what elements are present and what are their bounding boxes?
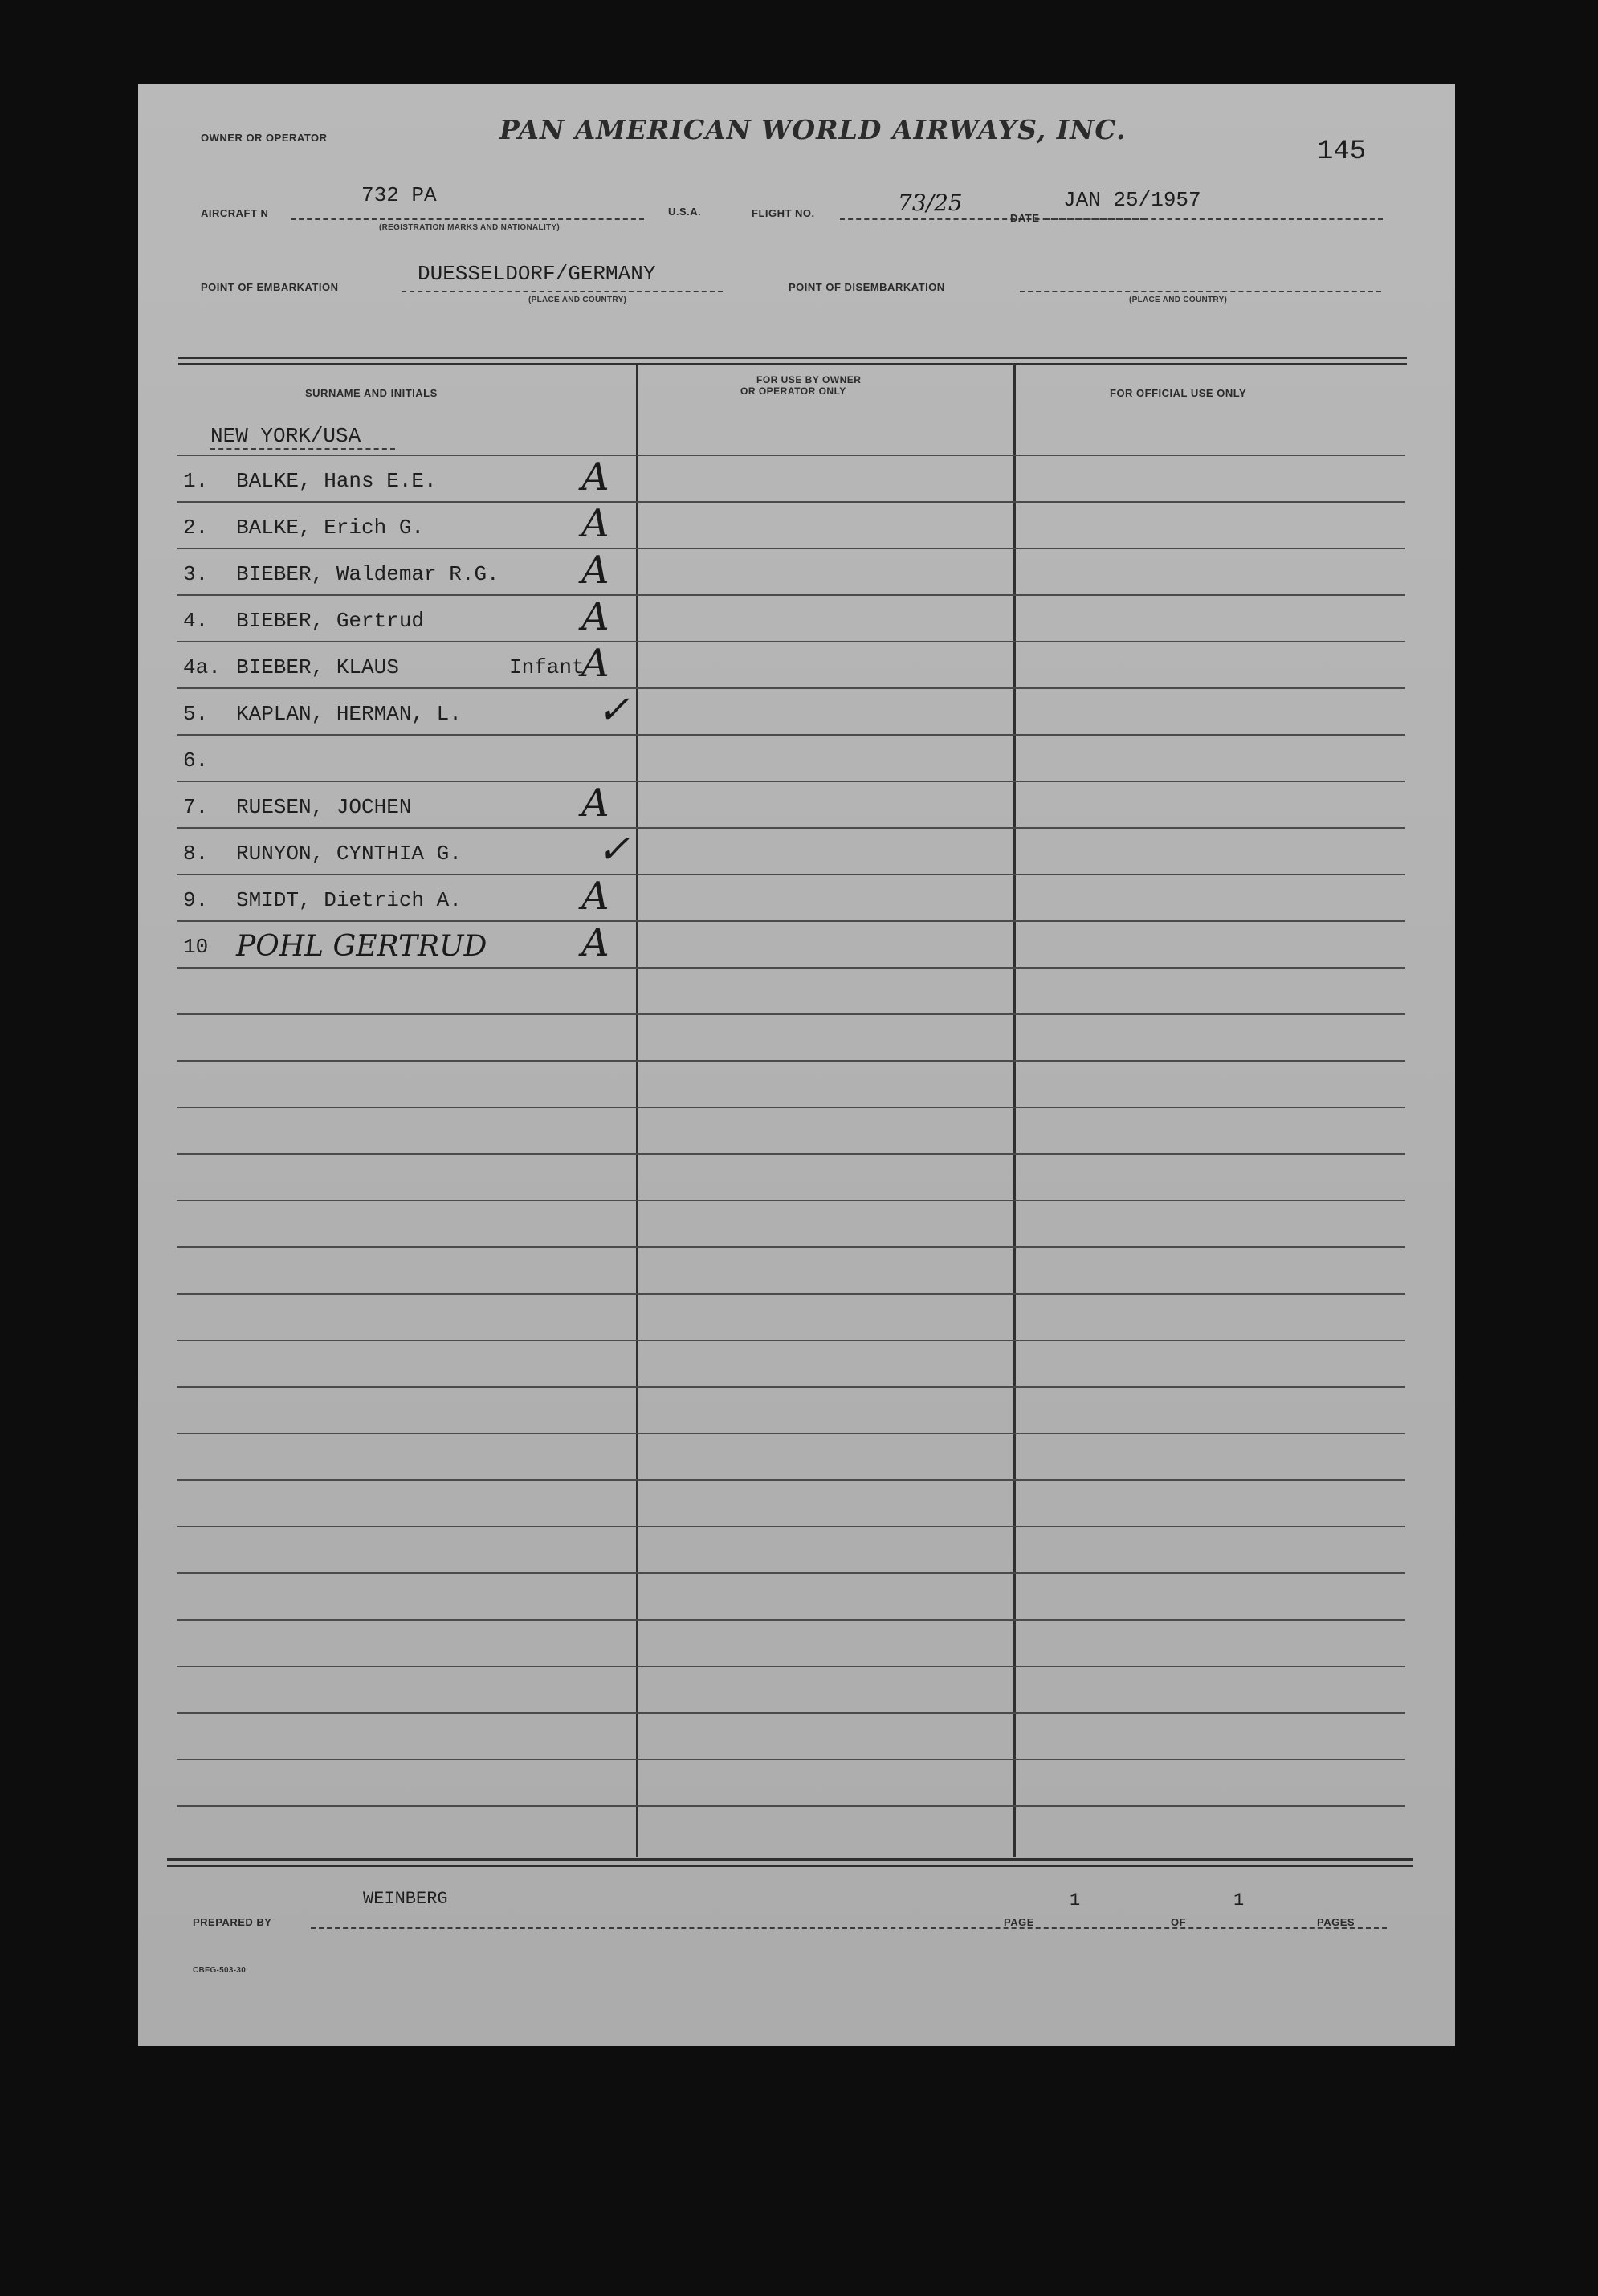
manifest-sheet <box>138 84 1455 2046</box>
admitted-mark: A <box>581 501 609 546</box>
ruled-line <box>177 1433 1405 1434</box>
of-value: 1 <box>1233 1890 1245 1911</box>
admitted-mark: A <box>581 920 609 965</box>
place-note: (PLACE AND COUNTRY) <box>528 296 627 304</box>
passenger-name: RUESEN, JOCHEN <box>236 795 412 819</box>
passenger-name: POHL GERTRUD <box>236 930 487 963</box>
of-label: OF <box>1171 1916 1187 1928</box>
passenger-number: 3. <box>183 562 209 586</box>
ruled-line <box>177 641 1405 642</box>
date-value: JAN 25/1957 <box>1063 188 1201 212</box>
passenger-number: 2. <box>183 516 209 540</box>
passenger-name: RUNYON, CYNTHIA G. <box>236 842 462 866</box>
passenger-number: 4. <box>183 609 209 633</box>
column-divider-2 <box>1013 365 1016 1857</box>
admitted-mark: A <box>581 874 609 919</box>
check-mark: ✓ <box>597 827 630 872</box>
disembark-label: POINT OF DISEMBARKATION <box>789 281 945 293</box>
ruled-line <box>177 1153 1405 1155</box>
ruled-line <box>177 594 1405 596</box>
page-number: 145 <box>1317 137 1367 167</box>
passenger-name: BIEBER, Gertrud <box>236 609 425 633</box>
aircraft-label: AIRCRAFT N <box>201 207 269 219</box>
aircraft-value: 732 PA <box>361 183 437 207</box>
date-label: DATE <box>1010 212 1040 224</box>
pages-label: PAGES <box>1317 1916 1355 1928</box>
admitted-mark: A <box>581 641 609 686</box>
ruled-line <box>177 687 1405 689</box>
ruled-line <box>177 1293 1405 1295</box>
admitted-mark: A <box>581 781 609 826</box>
ruled-line <box>177 1060 1405 1062</box>
col-surname: SURNAME AND INITIALS <box>305 387 438 399</box>
passenger-name: BIEBER, Waldemar R.G. <box>236 562 499 586</box>
admitted-mark: A <box>581 548 609 593</box>
company-name: PAN AMERICAN WORLD AIRWAYS, INC. <box>499 114 1127 145</box>
passenger-number: 4a. <box>183 655 221 679</box>
passenger-number: 5. <box>183 702 209 726</box>
flight-label: FLIGHT NO. <box>752 207 815 219</box>
ruled-line <box>177 455 1405 456</box>
ruled-line <box>177 920 1405 922</box>
col-owner-use-1: FOR USE BY OWNER <box>756 374 862 385</box>
check-mark: ✓ <box>597 687 630 732</box>
ruled-line <box>177 501 1405 503</box>
col-owner-use-2: OR OPERATOR ONLY <box>740 385 846 397</box>
usa-label: U.S.A. <box>668 206 702 218</box>
passenger-number: 10 <box>183 935 209 959</box>
admitted-mark: A <box>581 594 609 639</box>
prepared-value: WEINBERG <box>363 1889 448 1909</box>
passenger-number: 8. <box>183 842 209 866</box>
ruled-line <box>177 1572 1405 1574</box>
ruled-line <box>177 1666 1405 1667</box>
flight-value: 73/25 <box>898 190 963 216</box>
passenger-number: 6. <box>183 748 209 773</box>
ruled-line <box>177 874 1405 875</box>
col-official: FOR OFFICIAL USE ONLY <box>1110 387 1247 399</box>
passenger-name: BIEBER, KLAUS <box>236 655 399 679</box>
passenger-name: KAPLAN, HERMAN, L. <box>236 702 462 726</box>
form-code: CBFG-503-30 <box>193 1966 247 1975</box>
ruled-line <box>177 1386 1405 1388</box>
passenger-name: BALKE, Hans E.E. <box>236 469 437 493</box>
place-note-2: (PLACE AND COUNTRY) <box>1129 296 1228 304</box>
embark-value: DUESSELDORF/GERMANY <box>418 262 656 286</box>
destination: NEW YORK/USA <box>210 424 361 448</box>
ruled-line <box>177 1340 1405 1341</box>
ruled-line <box>177 734 1405 736</box>
ruled-line <box>177 1246 1405 1248</box>
ruled-line <box>177 827 1405 829</box>
passenger-number: 9. <box>183 888 209 912</box>
column-divider-1 <box>636 365 638 1857</box>
owner-label: OWNER OR OPERATOR <box>201 132 328 144</box>
passenger-name: SMIDT, Dietrich A. <box>236 888 462 912</box>
ruled-line <box>177 1479 1405 1481</box>
registration-note: (REGISTRATION MARKS AND NATIONALITY) <box>379 223 561 232</box>
ruled-line <box>177 1013 1405 1015</box>
ruled-line <box>177 1619 1405 1621</box>
page-value: 1 <box>1070 1890 1081 1911</box>
ruled-line <box>177 548 1405 549</box>
ruled-line <box>177 1526 1405 1527</box>
ruled-line <box>177 1200 1405 1201</box>
ruled-line <box>177 1712 1405 1714</box>
passenger-number: 7. <box>183 795 209 819</box>
ruled-line <box>177 1805 1405 1807</box>
prepared-label: PREPARED BY <box>193 1916 272 1928</box>
ruled-line <box>177 967 1405 969</box>
ruled-line <box>177 1107 1405 1108</box>
ruled-line <box>177 1759 1405 1760</box>
page-label: PAGE <box>1004 1916 1034 1928</box>
passenger-note: Infant <box>509 655 585 679</box>
passenger-number: 1. <box>183 469 209 493</box>
passenger-name: BALKE, Erich G. <box>236 516 425 540</box>
ruled-line <box>177 781 1405 782</box>
admitted-mark: A <box>581 455 609 500</box>
embark-label: POINT OF EMBARKATION <box>201 281 339 293</box>
